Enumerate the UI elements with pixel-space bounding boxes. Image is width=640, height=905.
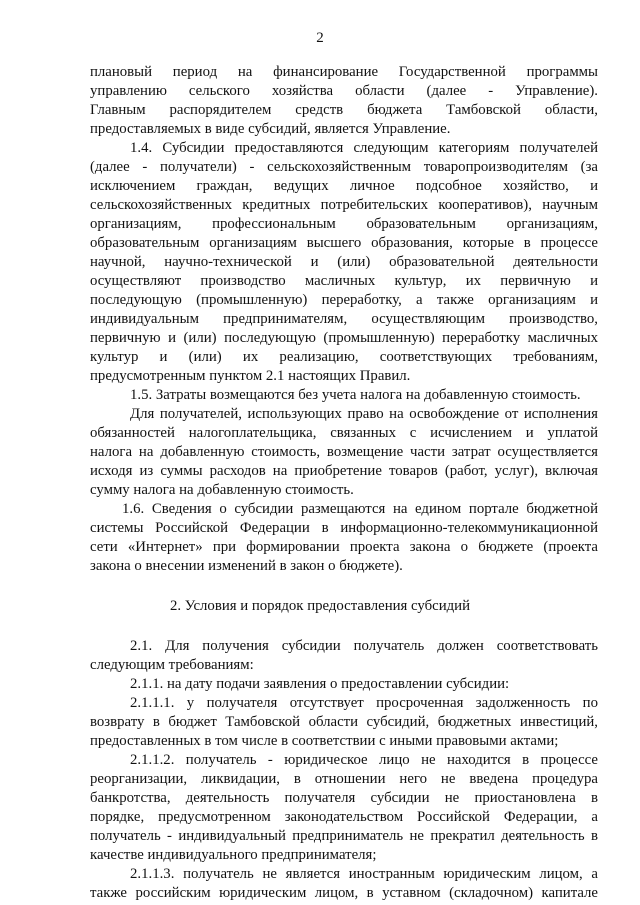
text-line: 2.1.1.3. получатель не является иностранным юридическим лицом, а [130, 866, 598, 882]
text-line: 2.1.1.2. получатель - юридическое лицо не находится в процессе [130, 752, 598, 768]
text-line: культур и (или) их реализацию, соответствующих требованиям, [90, 349, 598, 365]
text-line: возврату в бюджет Тамбовской области субсидий, бюджетных инвестиций, [90, 714, 598, 730]
text-line: 1.4. Субсидии предоставляются следующим категориям получателей [130, 140, 598, 156]
text-line: следующим требованиям: [90, 657, 254, 673]
text-line: 2.1.1.1. у получателя отсутствует просроченная задолженность по [130, 695, 598, 711]
text-line: исходя из суммы расходов на приобретение товаров (работ, услуг), включая [90, 463, 598, 479]
text-line: сумму налога на добавленную стоимость. [90, 482, 354, 498]
text-line: также российским юридическим лицом, в уставном (складочном) капитале [90, 885, 598, 901]
text-line: Для получателей, использующих право на освобождение от исполнения [130, 406, 598, 422]
text-line: 2.1. Для получения субсидии получатель должен соответствовать [130, 638, 598, 654]
text-line: образовательным организациям высшего образования, которые в процессе [90, 235, 598, 251]
text-line: Главным распорядителем средств бюджета Тамбовской области, [90, 102, 598, 118]
text-line: плановый период на финансирование Государственной программы [90, 64, 598, 80]
text-line: (далее - получатели) - сельскохозяйственным товаропроизводителям (за [90, 159, 598, 175]
text-line: предоставляемых в виде субсидий, является Управление. [90, 121, 451, 137]
text-line: обязанностей налогоплательщика, связанных с исчислением и уплатой [90, 425, 598, 441]
text-line: 2.1.1. на дату подачи заявления о предоставлении субсидии: [130, 676, 510, 692]
text-line: предусмотренным пунктом 2.1 настоящих Правил. [90, 368, 411, 384]
section-heading: 2. Условия и порядок предоставления субсидий [169, 598, 471, 614]
text-line: качестве индивидуального предпринимателя; [90, 847, 377, 863]
text-line: порядке, предусмотренном законодательством Российской Федерации, а [90, 809, 598, 825]
text-line: банкротства, деятельность получателя субсидии не приостановлена в [90, 790, 598, 806]
text-line: последующую (промышленную) переработку, а также организациям и [90, 292, 598, 308]
text-line: управлению сельского хозяйства области (далее - Управление). [90, 83, 598, 99]
text-line: предоставленных в том числе в соответствии с иными правовыми актами; [90, 733, 559, 749]
text-line: налога на добавленную стоимость, возмещение части затрат осуществляется [90, 444, 598, 460]
text-line: системы Российской Федерации в информационно-телекоммуникационной [90, 520, 598, 536]
text-line: осуществляют производство масличных культур, их первичную и [90, 273, 598, 289]
text-line: 1.5. Затраты возмещаются без учета налога на добавленную стоимость. [130, 387, 581, 403]
text-line: реорганизации, ликвидации, в отношении него не введена процедура [90, 771, 598, 787]
text-line: закона о внесении изменений в закон о бюджете). [90, 558, 403, 574]
text-line: получатель - индивидуальный предприниматель не прекратил деятельность в [90, 828, 598, 844]
page-number: 2 [316, 30, 324, 46]
text-line: 1.6. Сведения о субсидии размещаются на едином портале бюджетной [122, 501, 598, 517]
text-line: сельскохозяйственных кредитных потребительских кооперативов), научным [90, 197, 598, 213]
text-line: первичную и (или) последующую (промышленную) переработку масличных [90, 330, 598, 346]
text-line: научной, научно-технической и (или) образовательной деятельности [90, 254, 598, 270]
text-line: сети «Интернет» при формировании проекта закона о бюджете (проекта [90, 539, 598, 555]
text-line: индивидуальным предпринимателям, осуществляющим производство, [90, 311, 598, 327]
text-line: исключением граждан, ведущих личное подсобное хозяйство, и [90, 178, 598, 194]
text-line: организациям, профессиональным образовательным организациям, [90, 216, 598, 232]
